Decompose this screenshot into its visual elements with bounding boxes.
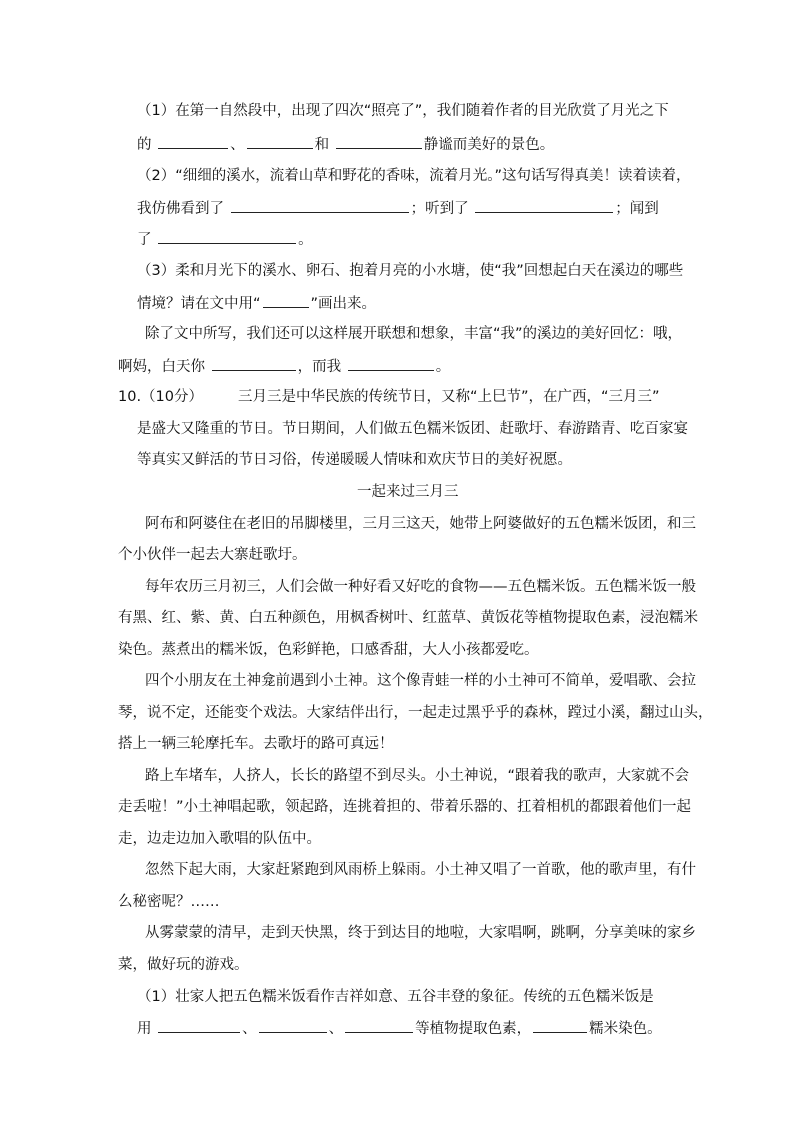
answer-blank[interactable] bbox=[158, 229, 296, 244]
q9-sub1-line1: （1）在第一自然段中，出现了四次“照亮了”，我们随着作者的目光欣赏了月光之下 bbox=[137, 103, 669, 119]
passage-para2-line2: 有黑、红、紫、黄、白五种颜色，用枫香树叶、红蓝草、黄饭花等植物提取色素，浸泡糯米 bbox=[118, 610, 698, 626]
passage-para3-line3: 搭上一辆三轮摩托车。去歌圩的路可真远！ bbox=[118, 736, 394, 752]
passage-para2-line1: 每年农历三月初三，人们会做一种好看又好吃的食物——五色糯米饭。五色糯米饭一般 bbox=[145, 579, 696, 595]
passage-para2-line3: 染色。蒸煮出的糯米饭，色彩鲜艳，口感香甜，大人小孩都爱吃。 bbox=[118, 642, 539, 658]
answer-blank[interactable] bbox=[533, 1018, 587, 1033]
passage-title: 一起来过三月三 bbox=[357, 484, 459, 500]
answer-blank[interactable] bbox=[475, 198, 613, 213]
passage-para3-line2: 琴，说不定，还能变个戏法。大家结伴出行，一起走过黑乎乎的森林，蹚过小溪，翻过山头， bbox=[118, 705, 713, 721]
answer-blank[interactable] bbox=[259, 1018, 327, 1033]
answer-blank[interactable] bbox=[158, 134, 228, 149]
q9-sub4-line2: 啊妈，白天你 ，而我 。 bbox=[118, 356, 450, 377]
answer-blank[interactable] bbox=[348, 356, 434, 371]
passage-para6-line1: 从雾蒙蒙的清早，走到天快黑，终于到达目的地啦，大家唱啊，跳啊，分享美味的家乡 bbox=[145, 925, 696, 941]
answer-blank[interactable] bbox=[231, 198, 409, 213]
q10-number: 10.（10分） bbox=[118, 389, 204, 405]
q9-sub3-line1: （3）柔和月光下的溪水、卵石、抱着月亮的小水塘，使“我”回想起白天在溪边的哪些 bbox=[137, 263, 684, 279]
q10-intro-line3: 等真实又鲜活的节日习俗，传递暖暖人情味和欢庆节日的美好祝愿。 bbox=[137, 452, 572, 468]
answer-blank[interactable] bbox=[158, 1018, 240, 1033]
passage-para5-line1: 忽然下起大雨，大家赶紧跑到风雨桥上躲雨。小土神又唱了一首歌，他的歌声里，有什 bbox=[145, 862, 696, 878]
q9-sub2-line1: （2）“细细的溪水，流着山草和野花的香味，流着月光。”这句话写得真美！读着读着， bbox=[137, 168, 691, 184]
answer-blank[interactable] bbox=[345, 1018, 413, 1033]
passage-para4-line1: 路上车堵车，人挤人，长长的路望不到尽头。小土神说，“跟着我的歌声，大家就不会 bbox=[145, 768, 690, 784]
passage-para6-line2: 菜，做好玩的游戏。 bbox=[118, 957, 249, 973]
answer-blank[interactable] bbox=[247, 134, 313, 149]
q10-sub1-line2: 用 、 、 等植物提取色素， 糯米染色。 bbox=[137, 1018, 662, 1039]
passage-para3-line1: 四个小朋友在土神龛前遇到小土神。这个像青蛙一样的小土神可不简单，爱唱歌、会拉 bbox=[145, 673, 696, 689]
passage-para1-line1: 阿布和阿婆住在老旧的吊脚楼里，三月三这天，她带上阿婆做好的五色糯米饭团，和三 bbox=[145, 516, 696, 532]
q9-sub2-line3: 了 。 bbox=[137, 229, 313, 250]
q9-sub3-line2: 情境？请在文中用“ ”画出来。 bbox=[137, 293, 376, 314]
answer-blank[interactable] bbox=[336, 134, 422, 149]
passage-para4-line2: 走丢啦！”小土神唱起歌，领起路，连挑着担的、带着乐器的、扛着相机的都跟着他们一起 bbox=[118, 799, 692, 815]
q9-sub2-line2: 我仿佛看到了 ；听到了 ；闻到 bbox=[137, 198, 659, 219]
q10-intro-line1: 三月三是中华民族的传统节日，又称“上巳节”，在广西，“三月三” bbox=[238, 389, 660, 405]
passage-para1-line2: 个小伙伴一起去大寨赶歌圩。 bbox=[118, 547, 307, 563]
q10-sub1-line1: （1）壮家人把五色糯米饭看作吉祥如意、五谷丰登的象征。传统的五色糯米饭是 bbox=[137, 989, 654, 1005]
passage-para4-line3: 走，边走边加入歌唱的队伍中。 bbox=[118, 831, 321, 847]
q9-sub1-line2: 的 、 和 静谧而美好的景色。 bbox=[137, 134, 554, 155]
answer-blank[interactable] bbox=[212, 356, 296, 371]
q9-sub4-line1: 除了文中所写，我们还可以这样展开联想和想象，丰富“我”的溪边的美好回忆：哦， bbox=[145, 326, 683, 342]
passage-para5-line2: 么秘密呢？…… bbox=[118, 894, 220, 910]
underline-mark-blank[interactable] bbox=[263, 293, 309, 308]
q10-intro-line2: 是盛大又隆重的节日。节日期间，人们做五色糯米饭团、赶歌圩、春游踏青、吃百家宴 bbox=[137, 421, 688, 437]
